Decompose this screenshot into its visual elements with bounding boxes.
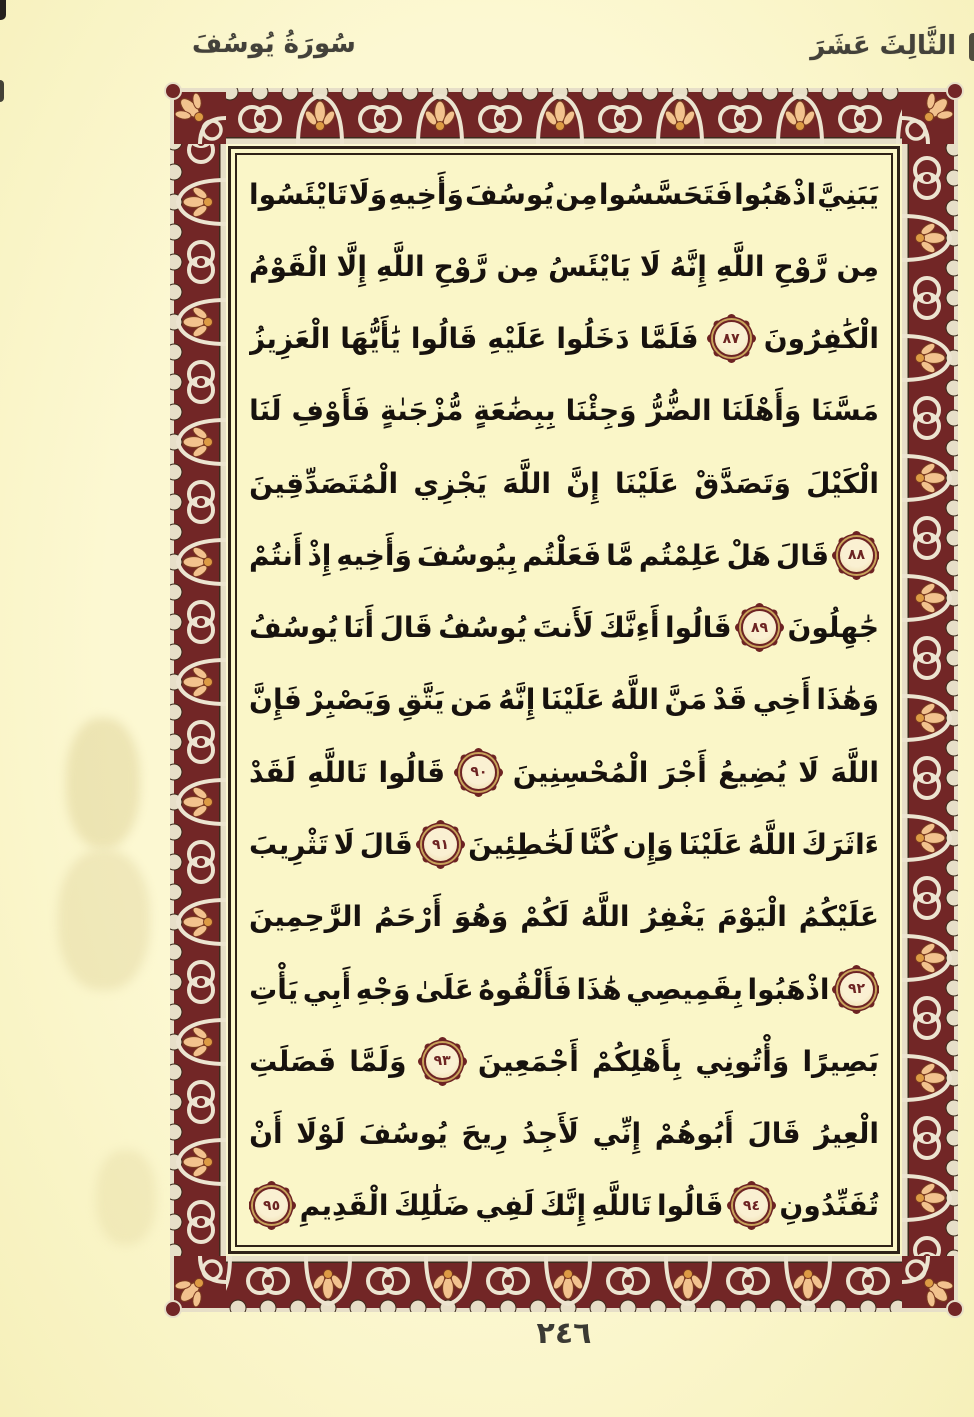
quran-word: مَّا: [606, 538, 634, 572]
quran-word: قَدْ: [712, 683, 748, 717]
quran-line: [249, 520, 879, 590]
quran-word: قَالُوا: [410, 322, 478, 356]
quran-word: اذْهَبُوا: [734, 177, 817, 211]
quran-word: لَوْلَا: [296, 1117, 346, 1151]
quran-line: [249, 737, 879, 807]
quran-word: اللَّهُ: [580, 900, 630, 934]
quran-word: يُوسُفُ: [249, 611, 339, 645]
quran-line: [249, 448, 879, 518]
quran-word: وَجِئْنَا: [565, 394, 637, 428]
page-number: ٢٤٦: [536, 1316, 592, 1351]
quran-word: رَّوْحِ: [433, 249, 488, 283]
quran-word: الْقَدِيمِ: [299, 1189, 389, 1223]
quran-word: فَلَمَّا: [639, 322, 699, 356]
quran-word: هَلْ: [726, 538, 771, 572]
quran-word: دَخَلُوا: [556, 322, 630, 356]
quran-word: فَتَحَسَّسُوا: [598, 177, 733, 211]
quran-word: وَإِن: [622, 828, 674, 862]
quran-word: قَالَ: [359, 828, 413, 862]
quran-line: [249, 954, 879, 1024]
verse-number-medallion: ٨٩: [741, 609, 778, 646]
verse-number-medallion: ٨٨: [838, 537, 875, 574]
quran-word: إِنَّ: [566, 466, 600, 500]
quran-word: الْمُتَصَدِّقِينَ: [249, 466, 399, 500]
quran-word: لَأَنتَ: [532, 611, 594, 645]
page-showthrough-ghost: [58, 850, 150, 990]
quran-word: اللَّهِ: [376, 249, 425, 283]
quran-word: اللَّهَ: [830, 755, 879, 789]
quran-word: يَٰأَيُّهَا: [340, 322, 401, 356]
quran-word: وَأَهْلَنَا: [721, 394, 802, 428]
quran-word: لَفِي: [475, 1189, 535, 1223]
quran-word: فَإِنَّ: [249, 683, 302, 717]
quran-word: لَقَدْ: [249, 755, 296, 789]
page-showthrough-ghost: [66, 718, 140, 848]
quran-word: مِن: [836, 249, 879, 283]
quran-word: يُوسُفَ: [358, 1117, 448, 1151]
verse-number-medallion: ٩٢: [838, 971, 875, 1008]
quran-word: قَالَ: [775, 538, 830, 572]
quran-word: فَأَوْفِ: [291, 394, 371, 428]
quran-word: وَلَمَّا: [349, 1044, 407, 1078]
quran-word: مَنَّ: [664, 683, 708, 717]
quran-word: أَجْرَ: [659, 755, 707, 789]
quran-word: بِقَمِيصِي: [626, 972, 743, 1006]
quran-line: [249, 665, 879, 735]
quran-word: جَٰهِلُونَ: [787, 611, 879, 645]
quran-word: بِيُوسُفَ: [416, 538, 518, 572]
quran-word: اللَّهَ: [502, 466, 551, 500]
quran-word: قَالُوا: [378, 755, 446, 789]
quran-line: [249, 1099, 879, 1169]
quran-word: لَا: [798, 755, 820, 789]
quran-word: لَنَا: [249, 394, 282, 428]
quran-word: فَأَلْقُوهُ: [478, 972, 572, 1006]
inner-frame-inner-line: [235, 153, 893, 1247]
quran-word: عَلَيْهِ: [487, 322, 547, 356]
quran-word: وَلَا: [348, 177, 388, 211]
quran-word: لَا: [333, 828, 355, 862]
quran-word: أَجْمَعِينَ: [477, 1044, 579, 1078]
quran-word: عَلَيْنَا: [678, 828, 743, 862]
quran-word: يُضِيعُ: [718, 755, 787, 789]
scan-artifact: [0, 0, 6, 20]
quran-line: [249, 882, 879, 952]
quran-word: اذْهَبُوا: [747, 972, 830, 1006]
quran-word: قَالَ: [379, 611, 433, 645]
quran-word: يَتَّقِ: [397, 683, 445, 717]
quran-word: تَاللَّهِ: [591, 1189, 652, 1223]
quran-word: وَجْهِ: [355, 972, 411, 1006]
quran-word: يُوسُفُ: [438, 611, 528, 645]
verse-number-medallion: ٩٤: [733, 1187, 770, 1224]
quran-word: عَلَيْكُمُ: [798, 900, 879, 934]
quran-word: فَصَلَتِ: [249, 1044, 337, 1078]
quran-word: الْكَٰفِرُونَ: [763, 322, 879, 356]
quran-line: [249, 231, 879, 301]
quran-word: مِن: [555, 177, 598, 211]
quran-word: الضُّرُّ: [646, 394, 712, 428]
quran-word: قَالَ: [747, 1117, 801, 1151]
quran-word: الْيَوْمَ: [717, 900, 787, 934]
ornamental-border-frame: [170, 88, 958, 1312]
quran-word: الْعِيرُ: [814, 1117, 879, 1151]
quran-word: عَلَيْنَا: [540, 683, 605, 717]
quran-word: الرَّٰحِمِينَ: [249, 900, 363, 934]
quran-word: أَخِي: [752, 683, 811, 717]
quran-word: أَنْ: [249, 1117, 283, 1151]
quran-word: إِنِّي: [592, 1117, 642, 1151]
quran-word: وَأَخِيهِ: [388, 177, 464, 211]
verse-number-medallion: ٩١: [422, 826, 459, 863]
quran-word: وَتَصَدَّقْ: [694, 466, 791, 500]
quran-word: وَيَصْبِرْ: [307, 683, 392, 717]
quran-word: فَعَلْتُم: [522, 538, 602, 572]
quran-word: اللَّهُ: [610, 683, 659, 717]
quran-word: يَايْئَسُ: [548, 249, 631, 283]
quran-word: يُوسُفَ: [465, 177, 554, 211]
quran-word: عَلِمْتُم: [638, 538, 722, 572]
quran-word: إِنَّهُ: [669, 249, 707, 283]
quran-line: [249, 304, 879, 374]
quran-word: تَثْرِيبَ: [249, 828, 329, 862]
quran-word: يَبَنِيَّ: [817, 177, 879, 211]
quran-word: بِبِضَٰعَةٍ: [473, 394, 556, 428]
quran-line: [249, 593, 879, 663]
quran-word: إِنَّكَ: [539, 1189, 587, 1223]
quran-word: وَهُوَ: [453, 900, 509, 934]
quran-word: لَا: [639, 249, 661, 283]
quran-word: ضَلَٰلِكَ: [393, 1189, 470, 1223]
quran-word: تَايْئَسُوا: [249, 177, 348, 211]
quran-line: [249, 159, 879, 229]
quran-word: مَسَّنَا: [811, 394, 879, 428]
quran-word: أَنتُمْ: [249, 538, 303, 572]
quran-word: هَٰذَا: [576, 972, 622, 1006]
inner-frame-outer-line: [228, 146, 900, 1254]
quran-word: أَرْحَمُ: [374, 900, 442, 934]
quran-line: [249, 1026, 879, 1096]
quran-word: الْعَزِيزُ: [249, 322, 331, 356]
quran-word: وَهَٰذَا: [816, 683, 879, 717]
quran-word: يَأْتِ: [249, 972, 299, 1006]
verse-number-medallion: ٩٠: [460, 754, 497, 791]
quran-word: عَلَيْنَا: [614, 466, 679, 500]
quran-word: ءَاثَرَكَ: [801, 828, 879, 862]
verse-number-medallion: ٩٣: [424, 1043, 461, 1080]
quran-word: أَبِي: [302, 972, 352, 1006]
quran-word: لَأَجِدُ: [521, 1117, 580, 1151]
quran-line: [249, 1171, 879, 1241]
quran-word: أَءِنَّكَ: [599, 611, 660, 645]
page-showthrough-ghost: [96, 1150, 156, 1245]
quran-line: [249, 810, 879, 880]
quran-word: رَّوْحِ: [773, 249, 828, 283]
quran-word: رِيحَ: [461, 1117, 509, 1151]
quran-word: قَالُوا: [665, 611, 732, 645]
quran-word: إِذْ: [307, 538, 332, 572]
scan-artifact: [969, 33, 974, 61]
juz-header: الثَّالِثَ عَشَرَ: [810, 31, 956, 61]
quran-line: [249, 376, 879, 446]
quran-word: عَلَىٰ: [414, 972, 474, 1006]
verse-number-medallion: ٩٥: [253, 1187, 290, 1224]
quran-word: كُنَّا: [579, 828, 618, 862]
quran-word: وَأَخِيهِ: [336, 538, 412, 572]
quran-word: مَن: [450, 683, 493, 717]
verse-number-medallion: ٨٧: [713, 320, 750, 357]
quran-word: اللَّهُ: [747, 828, 797, 862]
quran-word: أَبُوهُمْ: [654, 1117, 734, 1151]
quran-word: الْقَوْمُ: [249, 249, 328, 283]
surah-header: سُورَةُ يُوسُفَ: [192, 29, 356, 59]
quran-word: لَكُمْ: [520, 900, 569, 934]
quran-word: وَأْتُونِي: [695, 1044, 790, 1078]
quran-word: يَغْفِرُ: [641, 900, 706, 934]
quran-word: الْمُحْسِنِينَ: [512, 755, 649, 789]
quran-word: قَالُوا: [656, 1189, 724, 1223]
quran-word: أَنَا: [343, 611, 375, 645]
quran-word: اللَّهِ: [716, 249, 765, 283]
quran-word: بِأَهْلِكُمْ: [592, 1044, 683, 1078]
quran-word: مِن: [496, 249, 540, 283]
quran-word: إِنَّهُ: [498, 683, 536, 717]
quran-word: إِلَّا: [336, 249, 367, 283]
quran-word: مُّزْجَىٰةٍ: [380, 394, 464, 428]
quran-word: بَصِيرًا: [802, 1044, 879, 1078]
scan-artifact: [0, 80, 4, 102]
quran-word: تُفَنِّدُونِ: [779, 1189, 879, 1223]
quran-word: تَاللَّهِ: [307, 755, 368, 789]
quran-word: لَخَٰطِئِينَ: [468, 828, 575, 862]
quran-word: يَجْزِي: [413, 466, 488, 500]
quran-text-area: [249, 159, 879, 1241]
quran-word: الْكَيْلَ: [806, 466, 879, 500]
